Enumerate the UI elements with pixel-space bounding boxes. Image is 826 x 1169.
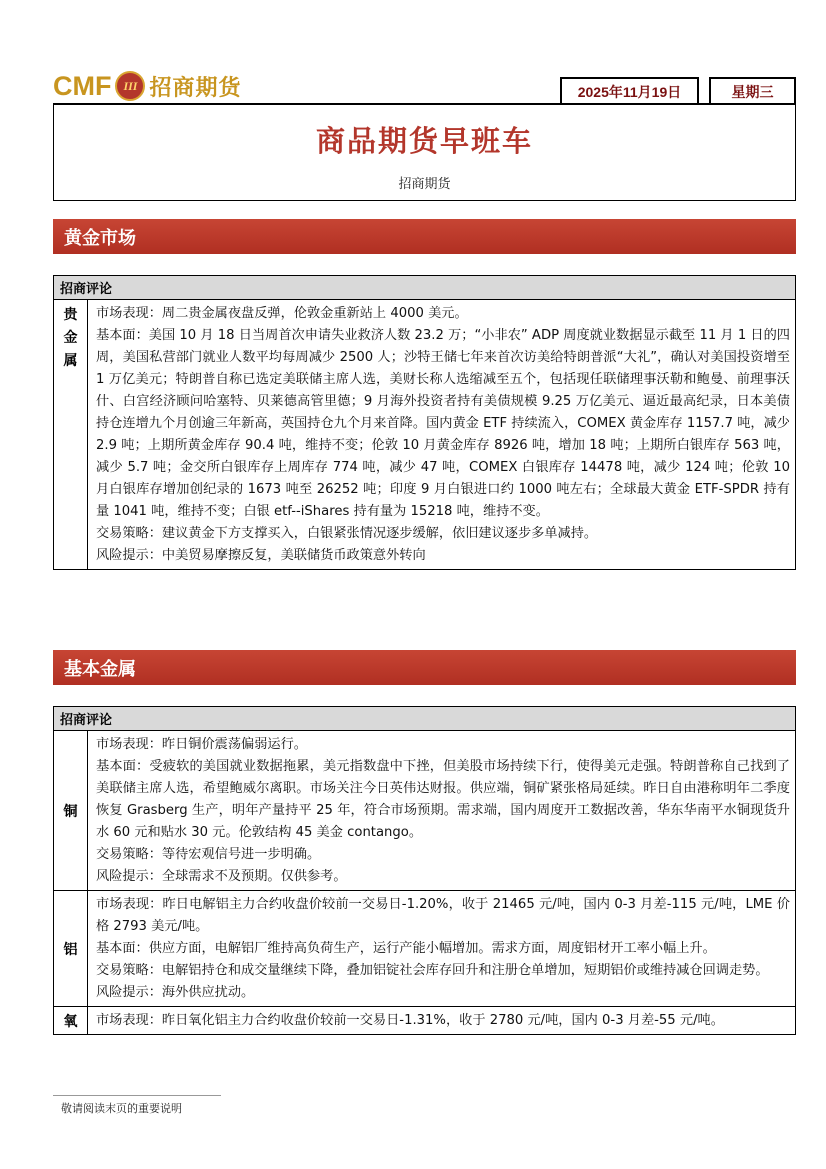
trading-strategy: 交易策略：电解铝持仓和成交量继续下降，叠加铝锭社会库存回升和注册仓单增加，短期铝价或维持减仓回调走势。: [96, 963, 769, 978]
row-label-char: 属: [63, 353, 78, 369]
row-body-copper: [88, 731, 795, 890]
market-performance: 市场表现：周二贵金属夜盘反弹，伦敦金重新站上 4000 美元。: [96, 306, 468, 321]
row-label-char: 贵: [63, 307, 78, 323]
trading-strategy: 交易策略：建议黄金下方支撑买入，白银紧张情况逐步缓解，依旧建议逐步多单减持。: [96, 526, 598, 541]
fundamentals: 基本面：美国 10 月 18 日当周首次申请失业救济人数 23.2 万；“小非农” ADP 周度就业数据显示截至 11 月 1 日的四周，美国私营部门就业人数平均每周减少 2500 人；沙特王储七年来首次访美给特朗普派“大礼”，确认对美国投资增至 1 万亿美元；特朗普自称已选定美联储主席人选，美财长称人选缩减至五个，包括现任联储理事沃勒和鲍曼、前理事沃什、白宫经济顾问哈塞特、贝莱德高管里德；9 月海外投资者持有美债规模 9.25 万亿美元、逼近最高纪录，日本美债持仓连增九个月创逾三年新高，英国持仓九个月来首降。国内黄金 ETF 持续流入，COMEX 黄金库存 1157.7 吨，减少 2.9 吨；上期所黄金库存 90.4 吨，维持不变；伦敦 10 月黄金库存 8926 吨，增加 18 吨；上期所白银库存 563 吨，减少 5.7 吨；金交所白银库存上周库存 774 吨，减少 47 吨，COMEX 白银库存 14478 吨，减少 124 吨；伦敦 10 月白银库存增加创纪录的 1673 吨至 26252 吨；印度 9 月白银进口约 1000 吨左右；全球最大黄金 ETF-SPDR 持有量 1041 吨，维持不变；白银 etf--iShares 持有量为 15218 吨，维持不变。: [96, 328, 790, 519]
page-title: 商品期货早班车: [315, 124, 533, 158]
market-performance: 市场表现：昨日铜价震荡偏弱运行。: [96, 737, 307, 752]
market-performance: 市场表现：昨日氧化铝主力合约收盘价较前一交易日-1.31%，收于 2780 元/吨，国内 0-3 月差-55 元/吨。: [96, 1013, 724, 1028]
logo-mark-icon: III: [115, 71, 145, 101]
row-label-char: 金: [63, 330, 78, 346]
fundamentals: 基本面：供应方面，电解铝厂维持高负荷生产，运行产能小幅增加。需求方面，周度铝材开工率小幅上升。: [96, 941, 716, 956]
gold-comment-block: [53, 275, 796, 570]
title-box: [53, 103, 796, 201]
report-weekday: 星期三: [709, 77, 796, 104]
base-metals-comment-block: [53, 706, 796, 1035]
market-performance: 市场表现：昨日电解铝主力合约收盘价较前一交易日-1.20%，收于 21465 元/吨，国内 0-3 月差-115 元/吨，LME 价格 2793 美元/吨。: [96, 897, 790, 934]
page-header: [53, 66, 796, 104]
row-label-precious-metals: [54, 300, 88, 569]
row-copper: [54, 731, 795, 891]
logo-cmf-text: CMF: [53, 70, 112, 101]
row-alumina: [54, 1007, 795, 1034]
risk-warning: 风险提示：中美贸易摩擦反复，美联储货币政策意外转向: [96, 548, 426, 563]
section-title-base-metals: 基本金属: [53, 650, 796, 685]
fundamentals: 基本面：受疲软的美国就业数据拖累，美元指数盘中下挫，但美股市场持续下行，使得美元走强。特朗普称自己找到了美联储主席人选，希望鲍威尔离职。市场关注今日英伟达财报。供应端，铜矿紧张格局延续。昨日自由港称明年二季度恢复 Grasberg 生产，明年产量持平 25 年，符合市场预期。需求端，国内周度开工数据改善，华东华南平水铜现货升水 60 元和贴水 30 元。伦敦结构 45 美金 contango。: [96, 759, 790, 840]
row-aluminum: [54, 891, 795, 1007]
row-label-alumina: 氧: [54, 1007, 88, 1034]
row-body-aluminum: [88, 891, 795, 1006]
risk-warning: 风险提示：海外供应扰动。: [96, 985, 255, 1000]
block-head-gold: 招商评论: [54, 276, 795, 300]
block-head-base-metals: 招商评论: [54, 707, 795, 731]
row-body-alumina: [88, 1007, 795, 1034]
report-date: 2025年11月19日: [560, 77, 699, 104]
row-precious-metals: [54, 300, 795, 569]
footer-note: 敬请阅读末页的重要说明: [61, 1102, 182, 1115]
trading-strategy: 交易策略：等待宏观信号进一步明确。: [96, 847, 321, 862]
section-title-gold: 黄金市场: [53, 219, 796, 254]
footer-divider: [53, 1095, 221, 1096]
company-logo: [53, 69, 242, 103]
row-label-copper: 铜: [54, 731, 88, 890]
row-label-aluminum: 铝: [54, 891, 88, 1006]
row-body-precious-metals: [88, 300, 795, 569]
logo-company-name: 招商期货: [149, 75, 242, 101]
risk-warning: 风险提示：全球需求不及预期。仅供参考。: [96, 869, 347, 884]
page-subtitle: 招商期货: [398, 177, 451, 192]
